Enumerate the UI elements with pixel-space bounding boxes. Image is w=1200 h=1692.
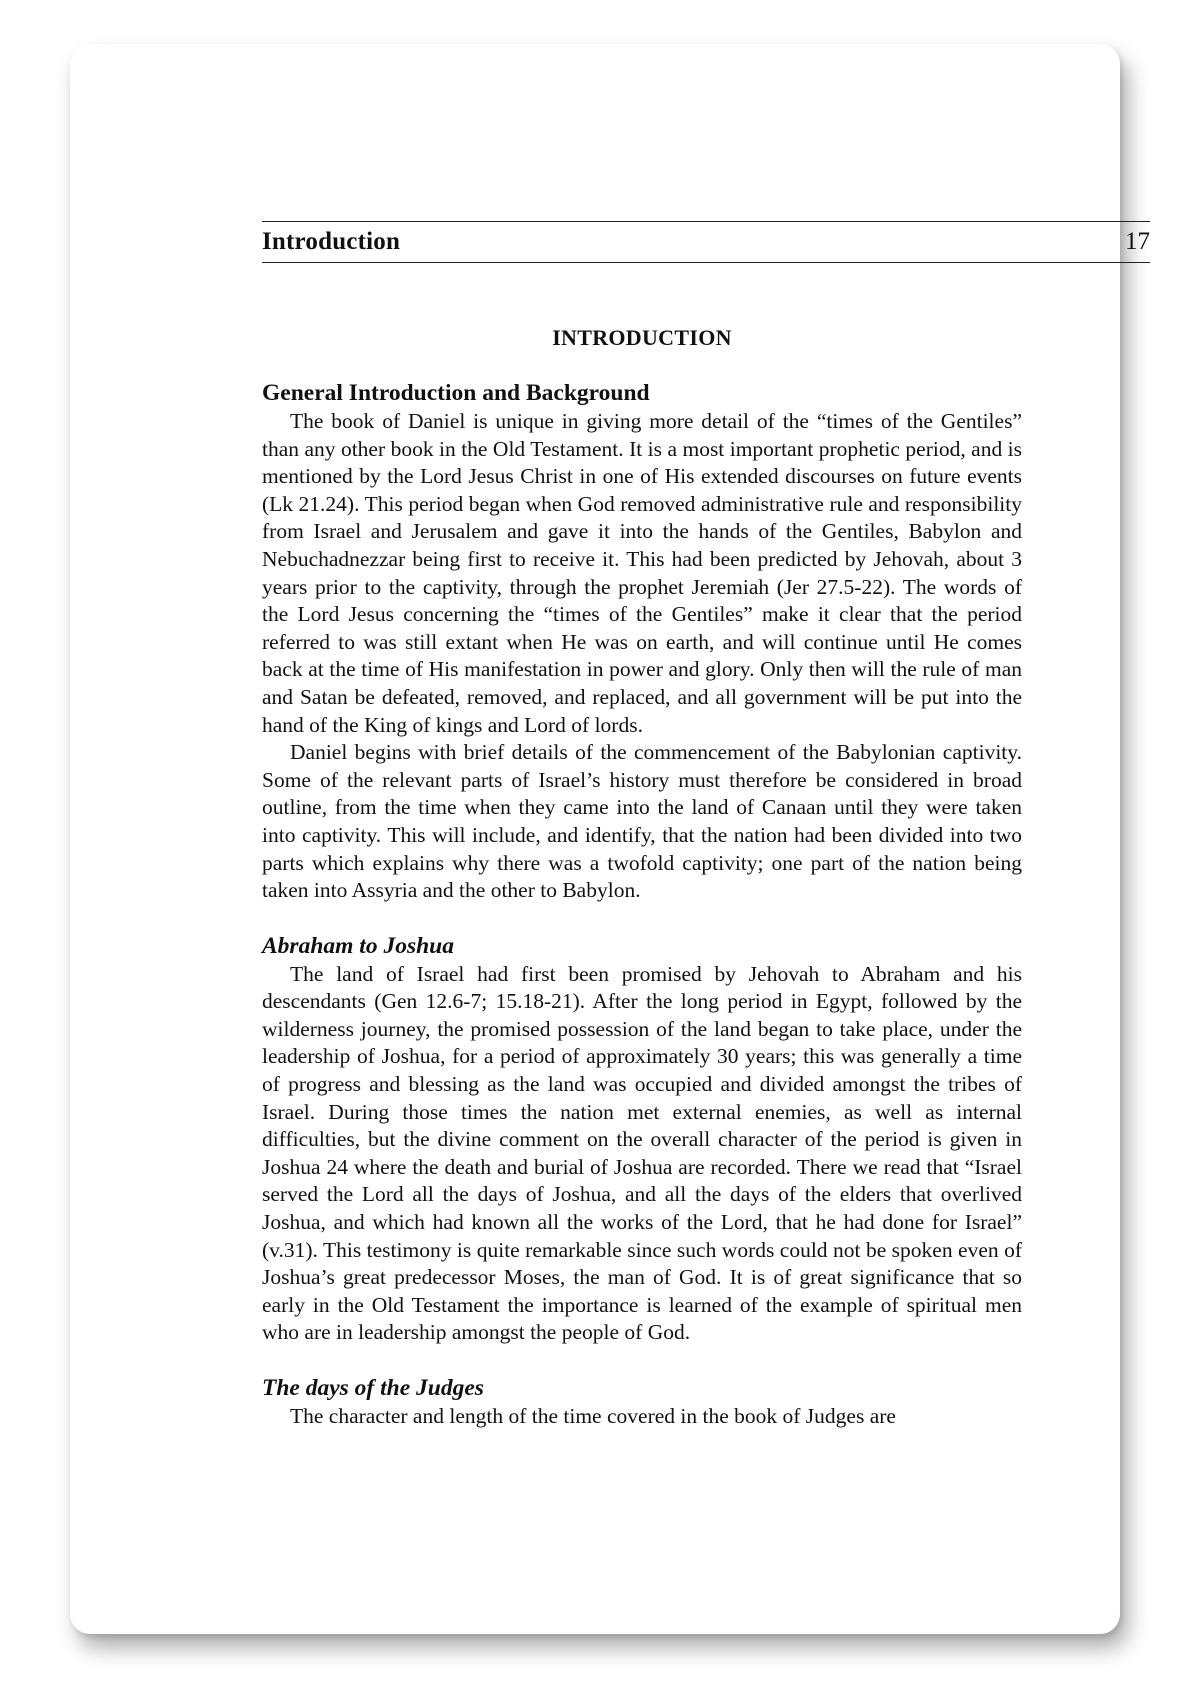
book-page (70, 44, 1150, 1634)
running-head (262, 221, 1150, 263)
paragraph: The land of Israel had first been promised by Jehovah to Abraham and his descendants (Gen 12.6-7; 15.18-21). After the long period in Egypt, followed by the wilderness journey, the promised possession of the land began to take place, under the leadership of Joshua, for a period of approximately 30 years; this was generally a time of progress and blessing as the land was occupied and divided amongst the tribes of Israel. During those times the nation met external enemies, as well as internal difficulties, but the divine comment on the overall character of the period is given in Joshua 24 where the death and burial of Joshua are recorded. There we read that “Israel served the Lord all the days of Joshua, and all the days of the elders that overlived Joshua, and which had known all the works of the Lord, that he had done for Israel” (v.31). This testimony is quite remarkable since such words could not be spoken even of Joshua’s great predecessor Moses, the man of God. It is of great significance that so early in the Old Testament the importance is learned of the example of spiritual men who are in leadership amongst the people of God. (262, 961, 1022, 1345)
chapter-title: INTRODUCTION (552, 325, 732, 350)
paragraph: Daniel begins with brief details of the commencement of the Babylonian captivity. Some of the relevant parts of Israel’s history must therefore be considered in broad outline, from the time when they came into the land of Canaan until they were taken into captivity. This will include, and identify, that the nation had been divided into two parts which explains why there was a twofold captivity; one part of the nation being taken into Assyria and the other to Babylon. (262, 740, 1022, 903)
section-heading-days-of-the-judges: The days of the Judges (262, 1375, 484, 1401)
running-head-title: Introduction (262, 228, 401, 255)
body-text (262, 379, 1022, 1431)
page-number: 17 (1125, 228, 1150, 255)
section-heading-general-introduction: General Introduction and Background (262, 380, 650, 406)
paragraph: The book of Daniel is unique in giving more detail of the “times of the Gentiles” than any other book in the Old Testament. It is a most important prophetic period, and is mentioned by the Lord Jesus Christ in one of His extended discourses on future events (Lk 21.24). This period began when God removed administrative rule and responsibility from Israel and Jerusalem and gave it into the hands of the Gentiles, Babylon and Nebuchadnezzar being first to receive it. This had been predicted by Jehovah, about 3 years prior to the captivity, through the prophet Jeremiah (Jer 27.5-22). The words of the Lord Jesus concerning the “times of the Gentiles” make it clear that the period referred to was still extant when He was on earth, and will continue until He comes back at the time of His manifestation in power and glory. Only then will the rule of man and Satan be defeated, removed, and replaced, and all government will be put into the hand of the King of kings and Lord of lords. (262, 409, 1022, 737)
paragraph: The character and length of the time covered in the book of Judges are (290, 1404, 896, 1428)
section-heading-abraham-to-joshua: Abraham to Joshua (262, 932, 454, 959)
